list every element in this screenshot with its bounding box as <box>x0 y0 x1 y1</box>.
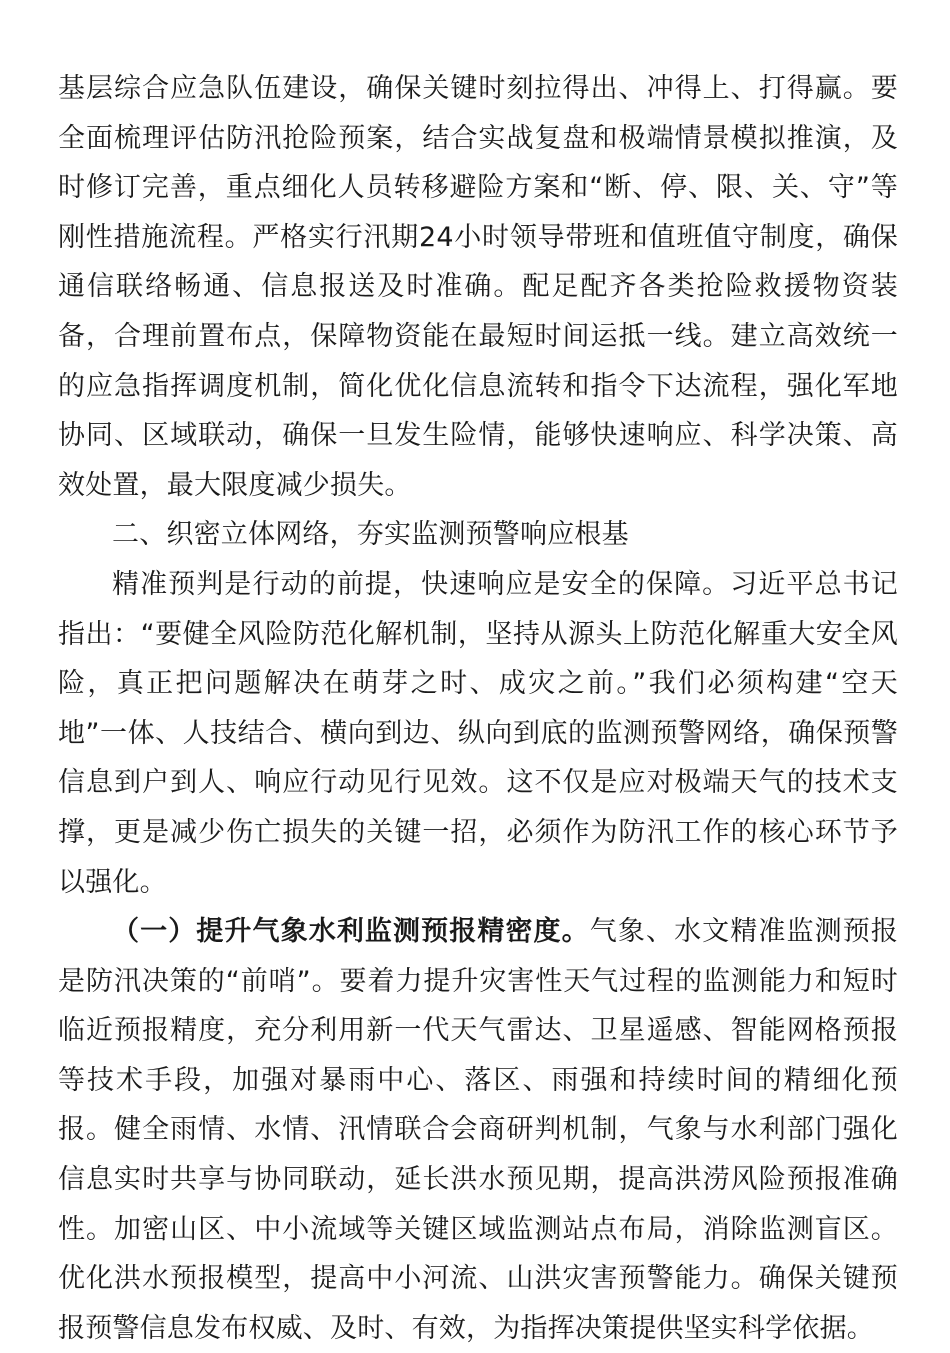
paragraph-continuation: 基层综合应急队伍建设，确保关键时刻拉得出、冲得上、打得赢。要全面梳理评估防汛抢险预案，结合实战复盘和极端情景模拟推演，及时修订完善，重点细化人员转移避险方案和“断、停、限、关、守”等刚性措施流程。严格实行汛期24小时领导带班和值班值守制度，确保通信联络畅通、信息报送及时准确。配足配齐各类抢险救援物资装备，合理前置布点，保障物资能在最短时间运抵一线。建立高效统一的应急指挥调度机制，简化优化信息流转和指令下达流程，强化军地协同、区域联动，确保一旦发生险情，能够快速响应、科学决策、高效处置，最大限度减少损失。 <box>58 73 898 501</box>
paragraph-subsection-1 <box>58 907 898 1353</box>
document-body <box>58 64 898 1353</box>
subsection-1-body: 气象、水文精准监测预报是防汛决策的“前哨”。要着力提升灾害性天气过程的监测能力和短时临近预报精度，充分利用新一代天气雷达、卫星遥感、智能网格预报等技术手段，加强对暴雨中心、落区、雨强和持续时间的精细化预报。健全雨情、水情、汛情联合会商研判机制，气象与水利部门强化信息实时共享与协同联动，延长洪水预见期，提高洪涝风险预报准确性。加密山区、中小流域等关键区域监测站点布局，消除监测盲区。优化洪水预报模型，提高中小河流、山洪灾害预警能力。确保关键预报预警信息发布权威、及时、有效，为指挥决策提供坚实科学依据。 <box>58 916 898 1344</box>
subsection-1-title: （一）提升气象水利监测预报精密度。 <box>112 916 590 948</box>
section-heading-2: 二、织密立体网络，夯实监测预警响应根基 <box>112 519 629 551</box>
paragraph-section-2-intro: 精准预判是行动的前提，快速响应是安全的保障。习近平总书记指出：“要健全风险防范化解机制，坚持从源头上防范化解重大安全风险，真正把问题解决在萌芽之时、成灾之前。”我们必须构建“空天地”一体、人技结合、横向到边、纵向到底的监测预警网络，确保预警信息到户到人、响应行动见行见效。这不仅是应对极端天气的技术支撑，更是减少伤亡损失的关键一招，必须作为防汛工作的核心环节予以强化。 <box>58 568 898 898</box>
